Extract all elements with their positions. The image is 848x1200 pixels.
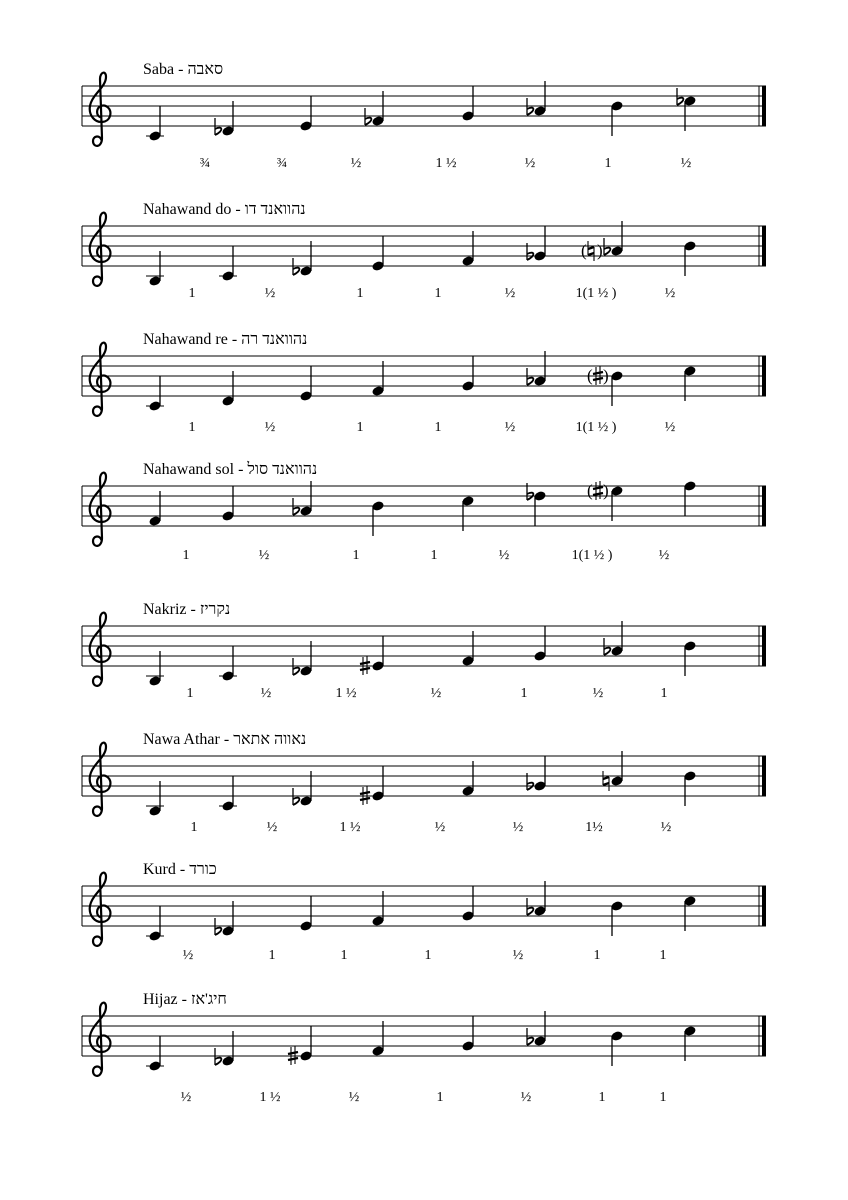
- scale-title: Nakriz - נקריז: [143, 601, 231, 618]
- treble-clef-icon: [90, 73, 111, 146]
- note: [146, 106, 164, 142]
- sharp-icon: [593, 481, 603, 500]
- interval-label: ½: [504, 286, 516, 301]
- interval-label: ½: [350, 156, 362, 171]
- treble-clef-icon: [90, 213, 111, 286]
- paren-close: ): [603, 481, 609, 500]
- interval-label: 1 ½: [435, 156, 457, 171]
- interval-label: ½: [180, 1090, 192, 1105]
- treble-clef-icon: [90, 1003, 111, 1076]
- treble-clef-icon: [90, 473, 111, 546]
- interval-label: 1: [188, 286, 196, 301]
- note: [527, 756, 547, 792]
- interval-label: ½: [658, 548, 670, 563]
- note: [610, 1030, 623, 1066]
- note: [527, 226, 547, 262]
- final-barline-thick: [762, 1016, 766, 1056]
- interval-label: 1(1 ½ ): [575, 420, 617, 435]
- interval-label: 1: [190, 820, 198, 835]
- interval-label: ½: [264, 420, 276, 435]
- final-barline-thick: [762, 226, 766, 266]
- interval-label: ½: [592, 686, 604, 701]
- interval-label: ½: [266, 820, 278, 835]
- note: [677, 88, 697, 131]
- final-barline-thick: [762, 886, 766, 926]
- interval-label: 1: [424, 948, 432, 963]
- note: [461, 86, 474, 122]
- treble-clef-icon: [90, 613, 111, 686]
- note: [371, 236, 384, 272]
- note: [146, 1036, 164, 1072]
- scale-title: Saba - סאבה: [143, 61, 224, 78]
- interval-label: 1: [604, 156, 612, 171]
- interval-label: ½: [182, 948, 194, 963]
- interval-label: ½: [258, 548, 270, 563]
- staff: [82, 86, 766, 126]
- interval-label: 1: [434, 286, 442, 301]
- scale-title: Nahawand sol - נהוואנד סול: [143, 461, 318, 478]
- paren-close: ): [597, 241, 603, 260]
- scale-system: [82, 861, 766, 963]
- paren-open: (: [587, 481, 593, 500]
- interval-label: 1: [593, 948, 601, 963]
- interval-label: 1: [188, 420, 196, 435]
- scale-title: Kurd - כורד: [143, 861, 217, 878]
- scale-system: [82, 460, 766, 563]
- interval-label: 1: [598, 1090, 606, 1105]
- interval-label: 1: [436, 1090, 444, 1105]
- note: [299, 366, 312, 402]
- note: [587, 481, 624, 521]
- interval-label: ½: [664, 420, 676, 435]
- note: [146, 376, 164, 412]
- final-barline-thick: [762, 356, 766, 396]
- interval-label: ½: [660, 820, 672, 835]
- interval-label: ¾: [199, 156, 211, 171]
- staff: [82, 356, 766, 396]
- staff: [82, 626, 766, 666]
- interval-label: 1: [186, 686, 194, 701]
- interval-label: 1: [340, 948, 348, 963]
- interval-label: ½: [520, 1090, 532, 1105]
- note: [683, 640, 696, 676]
- interval-label: ½: [348, 1090, 360, 1105]
- interval-label: ½: [504, 420, 516, 435]
- note: [461, 886, 474, 922]
- note: [219, 776, 237, 812]
- interval-label: 1 ½: [335, 686, 357, 701]
- interval-label: ½: [430, 686, 442, 701]
- interval-label: 1 ½: [259, 1090, 281, 1105]
- interval-label: ½: [264, 286, 276, 301]
- natural-icon: [588, 241, 594, 261]
- staff: [82, 886, 766, 926]
- paren-open: (: [581, 241, 587, 260]
- scale-title: Nawa Athar - נאווה אתאר: [143, 731, 307, 748]
- scale-system: [82, 331, 766, 435]
- paren-open: (: [587, 366, 593, 385]
- interval-label: ½: [680, 156, 692, 171]
- interval-label: 1½: [585, 820, 603, 835]
- interval-label: ½: [524, 156, 536, 171]
- interval-label: ½: [498, 548, 510, 563]
- interval-label: 1(1 ½ ): [571, 548, 613, 563]
- note: [603, 751, 624, 791]
- interval-label: 1: [659, 1090, 667, 1105]
- scale-system: [82, 201, 766, 301]
- note: [683, 770, 696, 806]
- final-barline-thick: [762, 486, 766, 526]
- interval-label: ½: [664, 286, 676, 301]
- scale-system: [82, 991, 766, 1105]
- note: [299, 896, 312, 932]
- note: [683, 480, 696, 516]
- staff: [82, 756, 766, 796]
- note: [683, 240, 696, 276]
- note: [461, 1016, 474, 1052]
- final-barline-thick: [762, 756, 766, 796]
- note: [371, 500, 384, 536]
- interval-label: 1: [182, 548, 190, 563]
- staff: [82, 486, 766, 526]
- interval-label: 1: [352, 548, 360, 563]
- scale-title: Nahawand do - נהוואנד דו: [143, 201, 306, 218]
- scale-system: [82, 61, 766, 171]
- final-barline-thick: [762, 86, 766, 126]
- staff: [82, 226, 766, 266]
- interval-label: 1: [430, 548, 438, 563]
- treble-clef-icon: [90, 873, 111, 946]
- note: [533, 626, 546, 662]
- staff: [82, 1016, 766, 1056]
- interval-label: ½: [512, 820, 524, 835]
- interval-label: ½: [260, 686, 272, 701]
- scale-system: [82, 731, 766, 835]
- interval-label: 1 ½: [339, 820, 361, 835]
- interval-label: 1: [660, 686, 668, 701]
- interval-label: ½: [434, 820, 446, 835]
- paren-close: ): [603, 366, 609, 385]
- interval-label: 1(1 ½ ): [575, 286, 617, 301]
- natural-icon: [603, 771, 609, 791]
- scale-title: Nahawand re - נהוואנד רה: [143, 331, 308, 348]
- note: [219, 646, 237, 682]
- note: [221, 486, 234, 522]
- interval-label: 1: [268, 948, 276, 963]
- interval-label: 1: [659, 948, 667, 963]
- interval-label: 1: [356, 420, 364, 435]
- note: [461, 356, 474, 392]
- interval-label: 1: [520, 686, 528, 701]
- final-barline-thick: [762, 626, 766, 666]
- interval-label: 1: [434, 420, 442, 435]
- treble-clef-icon: [90, 343, 111, 416]
- note: [581, 221, 624, 261]
- note: [527, 483, 547, 526]
- scale-title: Hijaz - חיג'אז: [143, 991, 227, 1008]
- scale-system: [82, 601, 766, 701]
- treble-clef-icon: [90, 743, 111, 816]
- note: [146, 906, 164, 942]
- note: [610, 100, 623, 136]
- interval-label: 1: [356, 286, 364, 301]
- note: [219, 246, 237, 282]
- interval-label: ½: [512, 948, 524, 963]
- note: [610, 900, 623, 936]
- interval-label: ¾: [276, 156, 288, 171]
- note: [299, 96, 312, 132]
